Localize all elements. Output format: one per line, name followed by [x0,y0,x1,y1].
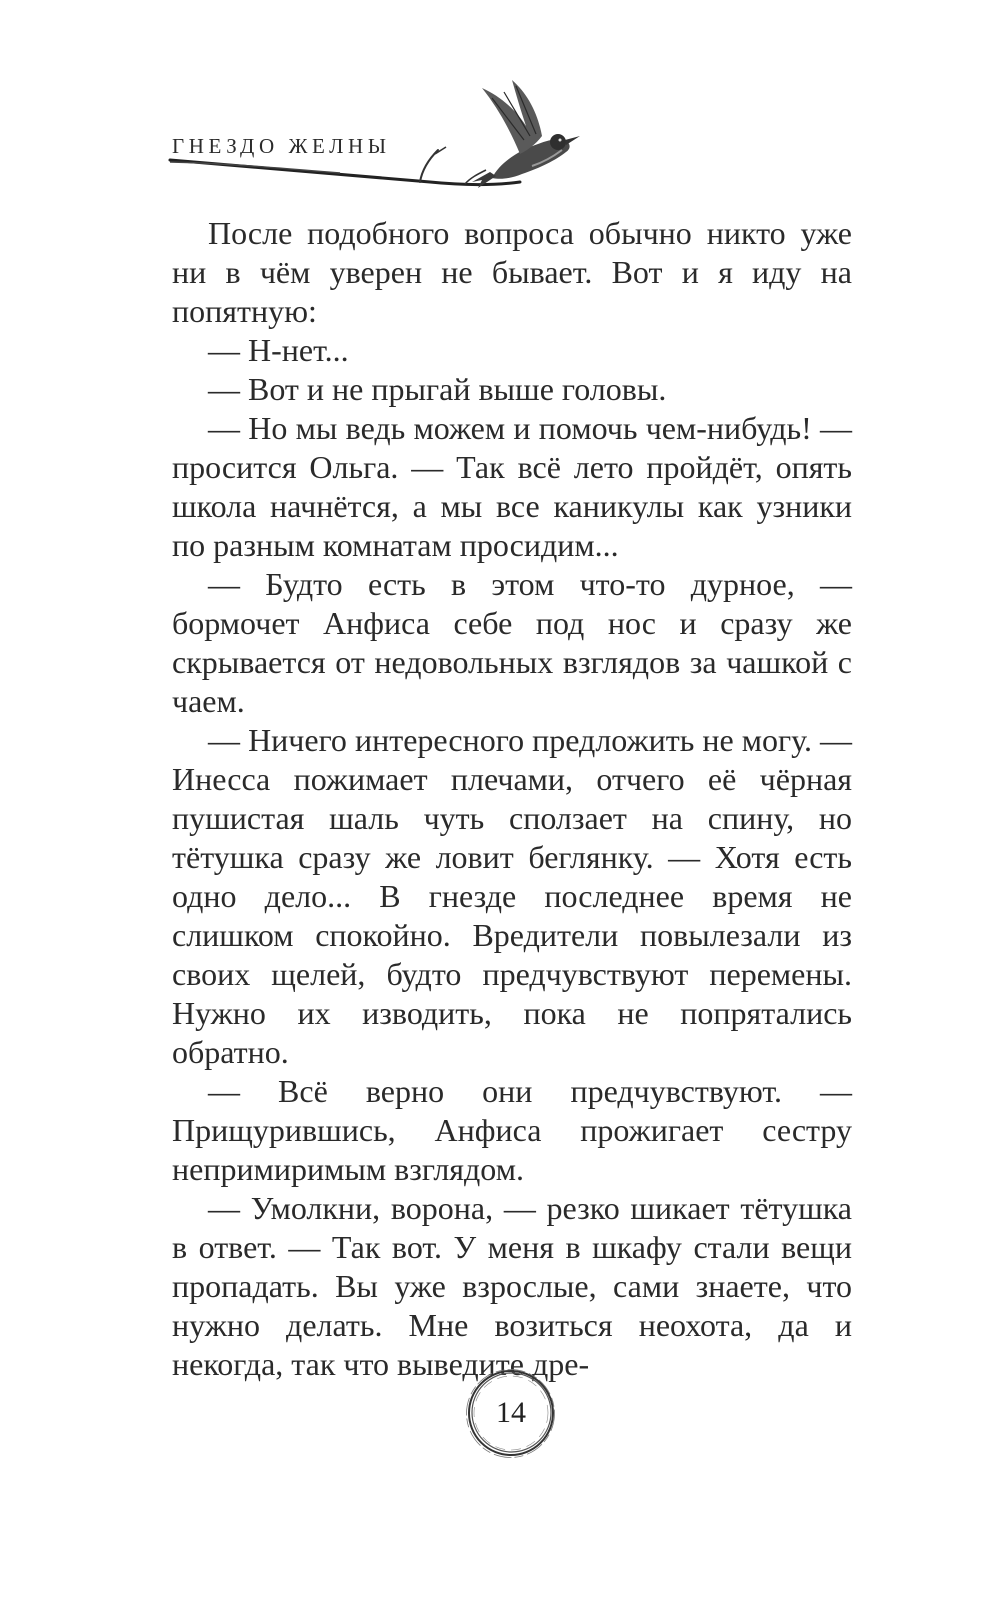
folio [463,1365,559,1461]
paragraph: — Будто есть в этом что-то дурное, — бормочет Анфиса себе под нос и сразу же скрывается от недовольных взглядов за чашкой с чаем. [172,566,852,719]
page-number: 14 [496,1396,526,1429]
paragraph: — Вот и не прыгай выше головы. [208,371,667,407]
paragraph: — Но мы ведь можем и помочь чем-нибудь! — просится Ольга. — Так всё лето пройдёт, опять школа начнётся, а мы все каникулы как узники по разным комнатам просидим... [172,410,852,563]
body-text [172,214,852,1384]
paragraph: После подобного вопроса обычно никто уже ни в чём уверен не бывает. Вот и я иду на попятную: [172,215,852,329]
paragraph: — Н-нет... [208,332,349,368]
paragraph: — Всё верно они предчувствуют. — Прищурившись, Анфиса прожигает сестру непримиримым взглядом. [172,1073,852,1187]
bird-on-branch-icon [160,70,590,200]
running-head: ГНЕЗДО ЖЕЛНЫ [172,134,391,158]
paragraph: — Ничего интересного предложить не могу. — Инесса пожимает плечами, отчего её чёрная пушистая шаль чуть сползает на спину, но тётушка сразу же ловит беглянку. — Хотя есть одно дело... В гнезде последнее время не слишком спокойно. Вредители повылезали из своих щелей, будто предчувствуют перемены. Нужно их изводить, пока не попрятались обратно. [172,722,852,1070]
paragraph: — Умолкни, ворона, — резко шикает тётушка в ответ. — Так вот. У меня в шкафу стали вещи пропадать. Вы уже взрослые, сами знаете, что нужно делать. Мне возиться неохота, да и некогда, так что выведите дре- [172,1190,852,1382]
